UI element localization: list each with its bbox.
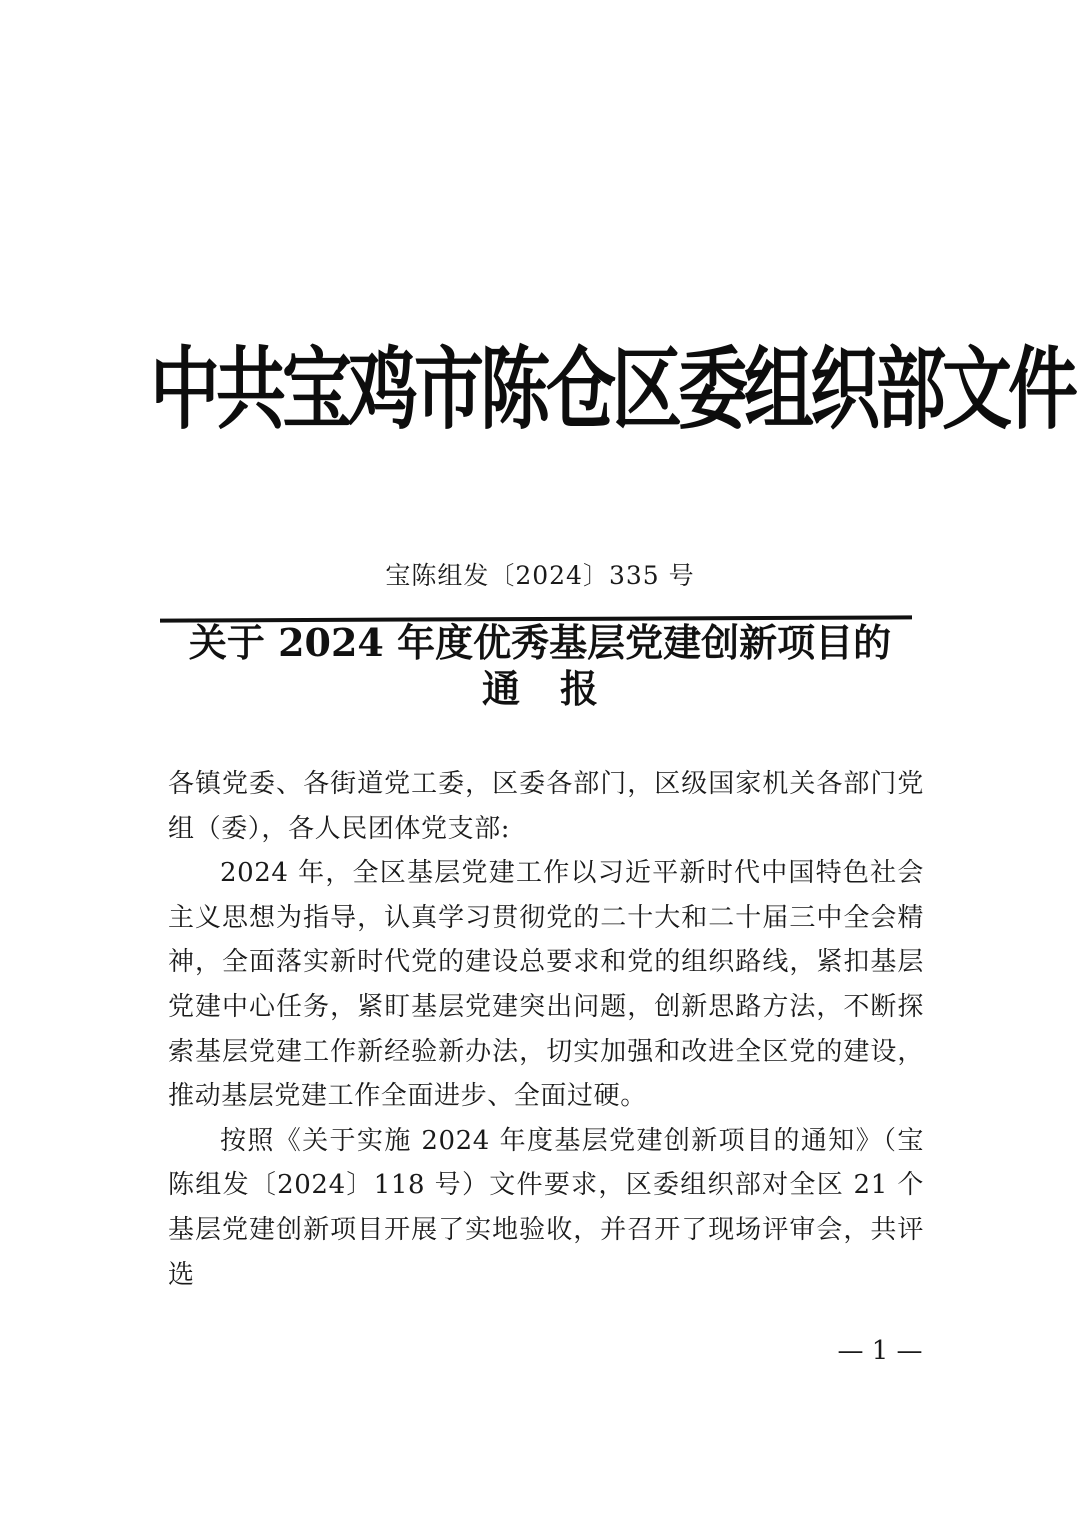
document-body xyxy=(168,762,924,1297)
addressee: 各镇党委、各街道党工委，区委各部门，区级国家机关各部门党组（委），各人民团体党支部: xyxy=(168,769,924,844)
document-number: 宝陈组发〔2024〕335 号 xyxy=(385,561,695,590)
paragraph-1: 2024 年，全区基层党建工作以习近平新时代中国特色社会主义思想为指导，认真学习贯彻党的二十大和二十届三中全会精神，全面落实新时代党的建设总要求和党的组织路线，紧扣基层党建中心任务，紧盯基层党建突出问题，创新思路方法，不断探索基层党建工作新经验新办法，切实加强和改进全区党的建设，推动基层党建工作全面进步、全面过硬。 xyxy=(168,858,924,1112)
title-line-2: 通报 xyxy=(481,666,638,711)
title-line-1: 关于 2024 年度优秀基层党建创新项目的 xyxy=(188,620,892,665)
page-number: — 1 — xyxy=(837,1336,923,1366)
paragraph-2: 按照《关于实施 2024 年度基层党建创新项目的通知》（宝陈组发〔2024〕118 号）文件要求，区委组织部对全区 21 个基层党建创新项目开展了实地验收，并召开了现场评审会，共评选 xyxy=(168,1125,924,1290)
document-header: 中共宝鸡市陈仓区委组织部文件 xyxy=(150,337,1074,443)
document-title xyxy=(150,620,930,712)
